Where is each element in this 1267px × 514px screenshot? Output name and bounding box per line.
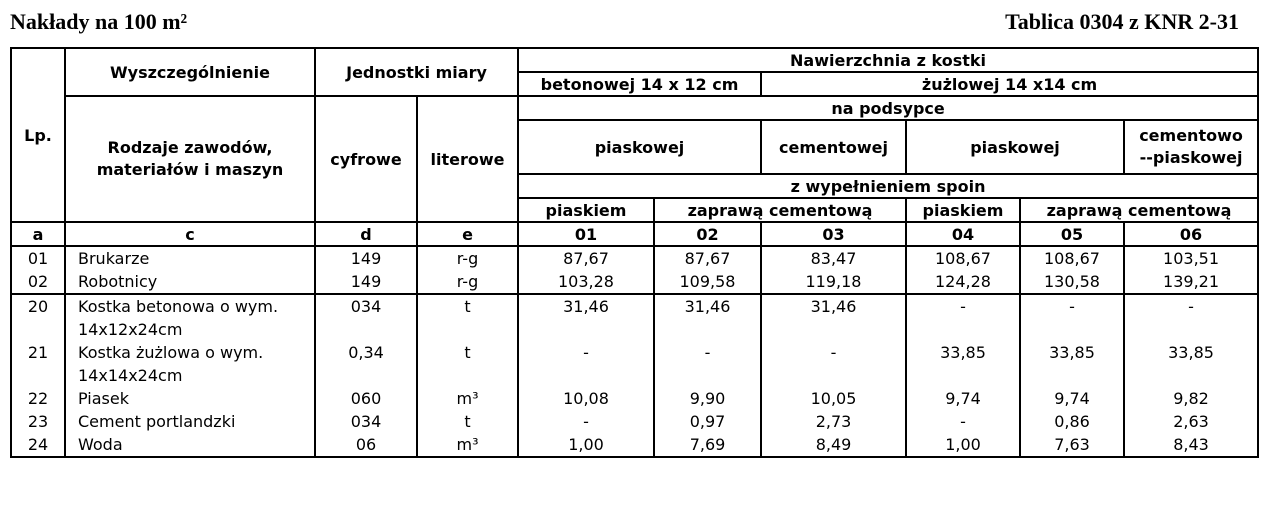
norms-table	[10, 47, 1259, 458]
row-unit-code: 0,34	[315, 341, 417, 364]
table-row	[11, 270, 1258, 294]
header-na-podsypce: na podsypce	[518, 96, 1258, 120]
column-letter: e	[417, 222, 518, 246]
row-name: Kostka betonowa o wym.	[65, 294, 315, 318]
row-value: 87,67	[654, 246, 761, 270]
row-value: -	[906, 294, 1020, 318]
header-wyszczegolnienie: Wyszczególnienie	[65, 48, 315, 96]
table-reference: Tablica 0304 z KNR 2-31	[1005, 9, 1239, 34]
row-value: 9,82	[1124, 387, 1258, 410]
column-letter: d	[315, 222, 417, 246]
header-zuzlowej: żużlowej 14 x14 cm	[761, 72, 1258, 96]
table-row	[11, 433, 1258, 457]
header-lp: Lp.	[11, 48, 65, 222]
row-lp: 20	[11, 294, 65, 318]
column-letters-row	[11, 222, 1258, 246]
header-cementowo-piaskowej	[1124, 120, 1258, 174]
row-lp	[11, 318, 65, 341]
row-value	[1020, 364, 1124, 387]
row-unit-code: 06	[315, 433, 417, 457]
row-value: -	[1020, 294, 1124, 318]
table-body	[11, 246, 1258, 457]
row-name: Robotnicy	[65, 270, 315, 294]
row-name: Brukarze	[65, 246, 315, 270]
table-row	[11, 294, 1258, 318]
row-value: 0,86	[1020, 410, 1124, 433]
header-zaprawa-1: zaprawą cementową	[654, 198, 906, 222]
row-value: 1,00	[518, 433, 654, 457]
header-literowe: literowe	[417, 96, 518, 222]
row-lp: 23	[11, 410, 65, 433]
row-value: 2,63	[1124, 410, 1258, 433]
row-value	[1124, 318, 1258, 341]
row-value: 0,97	[654, 410, 761, 433]
row-value: 124,28	[906, 270, 1020, 294]
header-cyfrowe: cyfrowe	[315, 96, 417, 222]
row-value: 9,74	[906, 387, 1020, 410]
row-value: 139,21	[1124, 270, 1258, 294]
row-value	[518, 364, 654, 387]
row-value: 33,85	[1124, 341, 1258, 364]
row-unit-code	[315, 364, 417, 387]
row-value	[1020, 318, 1124, 341]
row-lp	[11, 364, 65, 387]
row-value: 103,51	[1124, 246, 1258, 270]
row-unit-symbol	[417, 364, 518, 387]
column-letter: 01	[518, 222, 654, 246]
row-value: -	[518, 410, 654, 433]
header-z-wypelnieniem: z wypełnieniem spoin	[518, 174, 1258, 198]
header-betonowej: betonowej 14 x 12 cm	[518, 72, 761, 96]
column-letter: 05	[1020, 222, 1124, 246]
row-name: Piasek	[65, 387, 315, 410]
row-value: 31,46	[654, 294, 761, 318]
column-letter: 03	[761, 222, 906, 246]
table-row	[11, 318, 1258, 341]
row-unit-symbol: m³	[417, 387, 518, 410]
row-name: Kostka żużlowa o wym.	[65, 341, 315, 364]
table-row	[11, 341, 1258, 364]
row-unit-symbol: t	[417, 410, 518, 433]
row-value: 9,90	[654, 387, 761, 410]
column-letter: c	[65, 222, 315, 246]
row-unit-code: 034	[315, 294, 417, 318]
row-unit-symbol: t	[417, 341, 518, 364]
table-row	[11, 246, 1258, 270]
table-row	[11, 364, 1258, 387]
row-value	[906, 364, 1020, 387]
header-rodzaje: Rodzaje zawodów, materiałów i maszyn	[65, 96, 315, 222]
row-value: 108,67	[906, 246, 1020, 270]
row-unit-symbol	[417, 318, 518, 341]
row-value: 7,69	[654, 433, 761, 457]
row-value: -	[1124, 294, 1258, 318]
row-value: 10,05	[761, 387, 906, 410]
row-name: Woda	[65, 433, 315, 457]
row-value: 10,08	[518, 387, 654, 410]
row-value: 7,63	[1020, 433, 1124, 457]
row-value: 109,58	[654, 270, 761, 294]
header-piaskiem-2: piaskiem	[906, 198, 1020, 222]
row-name: 14x14x24cm	[65, 364, 315, 387]
row-value: 31,46	[761, 294, 906, 318]
row-value	[654, 318, 761, 341]
row-value: -	[654, 341, 761, 364]
header-piaskowej-2: piaskowej	[906, 120, 1124, 174]
row-value: 119,18	[761, 270, 906, 294]
row-value: 9,74	[1020, 387, 1124, 410]
row-value	[1124, 364, 1258, 387]
row-value	[761, 364, 906, 387]
header-piaskiem-1: piaskiem	[518, 198, 654, 222]
row-unit-code: 060	[315, 387, 417, 410]
row-unit-symbol: m³	[417, 433, 518, 457]
row-value: 31,46	[518, 294, 654, 318]
row-value: 8,43	[1124, 433, 1258, 457]
row-value: -	[761, 341, 906, 364]
page-title: Nakłady na 100 m²	[10, 9, 188, 34]
header-cementowej: cementowej	[761, 120, 906, 174]
header-piaskowej-1: piaskowej	[518, 120, 761, 174]
row-value	[906, 318, 1020, 341]
header-jednostki: Jednostki miary	[315, 48, 518, 96]
row-value	[761, 318, 906, 341]
row-value: 87,67	[518, 246, 654, 270]
column-letter: 04	[906, 222, 1020, 246]
header-cementowo-piaskowej-text: cementowo--piaskowej	[1139, 126, 1243, 167]
row-name: Cement portlandzki	[65, 410, 315, 433]
row-value: 108,67	[1020, 246, 1124, 270]
row-unit-symbol: r-g	[417, 270, 518, 294]
row-unit-symbol: r-g	[417, 246, 518, 270]
row-value: 103,28	[518, 270, 654, 294]
row-lp: 02	[11, 270, 65, 294]
table-row	[11, 410, 1258, 433]
row-lp: 22	[11, 387, 65, 410]
header-zaprawa-2: zaprawą cementową	[1020, 198, 1258, 222]
row-unit-code: 149	[315, 270, 417, 294]
row-value: 83,47	[761, 246, 906, 270]
row-value: 2,73	[761, 410, 906, 433]
row-unit-code: 034	[315, 410, 417, 433]
row-lp: 24	[11, 433, 65, 457]
row-value: -	[518, 341, 654, 364]
row-value: 130,58	[1020, 270, 1124, 294]
row-unit-code	[315, 318, 417, 341]
row-value	[654, 364, 761, 387]
row-unit-symbol: t	[417, 294, 518, 318]
row-value: 8,49	[761, 433, 906, 457]
column-letter: 06	[1124, 222, 1258, 246]
row-value: 1,00	[906, 433, 1020, 457]
header-nawierzchnia: Nawierzchnia z kostki	[518, 48, 1258, 72]
row-name: 14x12x24cm	[65, 318, 315, 341]
row-lp: 01	[11, 246, 65, 270]
row-value: 33,85	[1020, 341, 1124, 364]
table-row	[11, 387, 1258, 410]
column-letter: a	[11, 222, 65, 246]
row-unit-code: 149	[315, 246, 417, 270]
row-lp: 21	[11, 341, 65, 364]
row-value	[518, 318, 654, 341]
row-value: -	[906, 410, 1020, 433]
column-letter: 02	[654, 222, 761, 246]
row-value: 33,85	[906, 341, 1020, 364]
